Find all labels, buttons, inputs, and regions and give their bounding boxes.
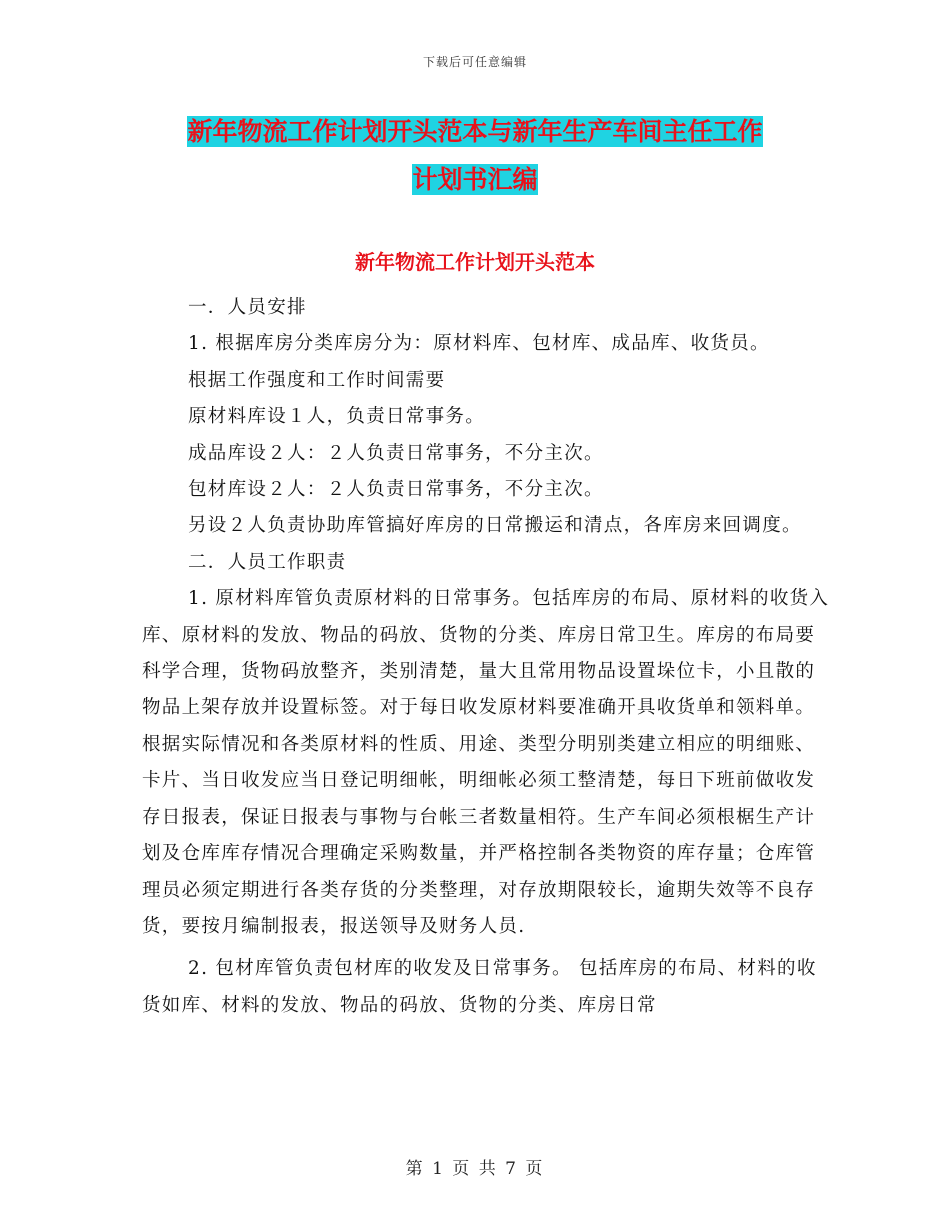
paragraph: 原材料库设１人，负责日常事务。 (188, 406, 486, 428)
heading-duties: 二．人员工作职责 (188, 551, 347, 573)
paragraph: 成品库设２人：２人负责日常事务，不分主次。 (188, 442, 604, 464)
document-title (0, 108, 950, 204)
paragraph: 另设２人负责协助库管搞好库房的日常搬运和清点，各库房来回调度。 (188, 515, 802, 537)
paragraph: 根据工作强度和工作时间需要 (188, 369, 446, 391)
paragraph: 1. 原材料库管负责原材料的日常事务。包括库房的布局、原材料的收货入库、原材料的发放、物品的码放、货物的分类、库房日常卫生。库房的布局要科学合理，货物码放整齐，类别清楚，量大且常用物品设置垛位卡，小且散的物品上架存放并设置标签。对于每日收发原材料要准确开具收货单和领料单。根据实际情况和各类原材料的性质、用途、类型分明别类建立相应的明细账、卡片、当日收发应当日登记明细帐，明细帐必须工整清楚，每日下班前做收发存日报表，保证日报表与事物与台帐三者数量相符。生产车间必须根椐生产计划及仓库库存情况合理确定采购数量，并严格控制各类物资的库存量；仓库管理员必须定期进行各类存货的分类整理，对存放期限较长，逾期失效等不良存货，要按月编制报表，报送领导及财务人员. (142, 588, 830, 937)
heading-staffing: 一．人员安排 (188, 297, 307, 318)
document-title-line-1: 新年物流工作计划开头范本与新年生产车间主任工作 (187, 117, 763, 146)
paragraph: 2. 包材库管负责包材库的收发及日常事务。 包括库房的布局、材料的收货如库、材料的发放、物品的码放、货物的分类、库房日常 (142, 958, 817, 1016)
paragraph: 包材库设２人：２人负责日常事务，不分主次。 (188, 479, 604, 501)
page-footer: 第 1 页 共 7 页 (405, 1159, 545, 1179)
header-note: 下载后可任意编辑 (422, 55, 527, 69)
document-title-line-2: 计划书汇编 (412, 165, 538, 194)
paragraph: 1. 根据库房分类库房分为：原材料库、包材库、成品库、收货员。 (188, 333, 770, 355)
section-title: 新年物流工作计划开头范本 (355, 250, 595, 274)
document-body (142, 290, 832, 1024)
